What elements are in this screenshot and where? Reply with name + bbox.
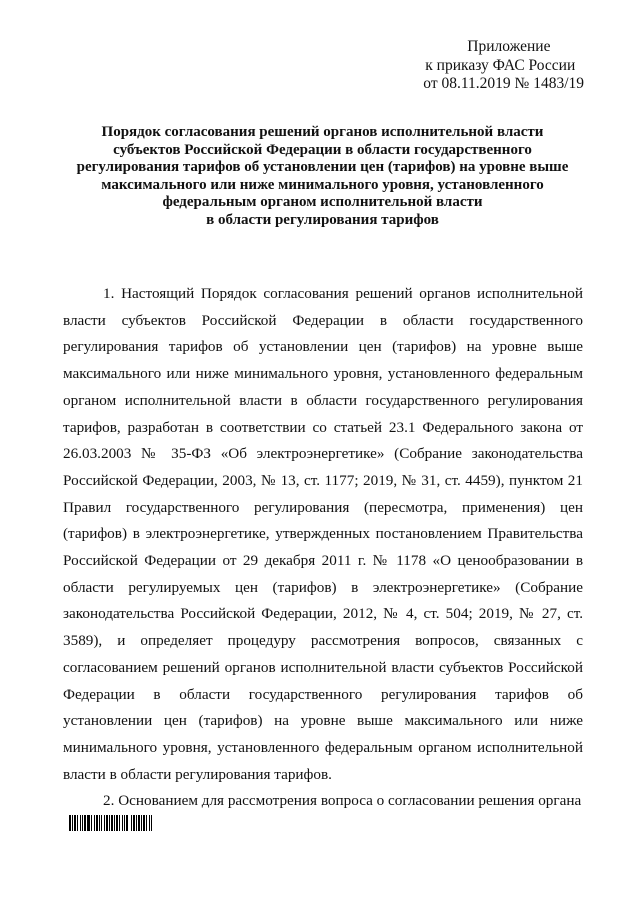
attachment-order-ref: к приказу ФАС России — [425, 56, 576, 74]
document-body — [63, 281, 583, 815]
paragraph-2: 2. Основанием для рассмотрения вопроса о согласовании решения органа — [103, 792, 582, 810]
title-line: федеральным органом исполнительной власти — [162, 194, 483, 211]
title-line: в области регулирования тарифов — [206, 211, 439, 228]
paragraph-1: 1. Настоящий Порядок согласования решений органов исполнительной власти субъектов Российской Федерации в области государственного регулирования тарифов об установлении цен (тарифов) на уровне выше максимального или ниже минимального уровня, установленного федеральным органом исполнительной власти в области государственного регулирования тарифов, разработан в соответствии со статьей 23.1 Федерального закона от 26.03.2003 № 35-ФЗ «Об электроэнергетике» (Собрание законодательства Российской Федерации, 2003, № 13, ст. 1177; 2019, № 31, ст. 4459), пунктом 21 Правил государственного регулирования (пересмотра, применения) цен (тарифов) в электроэнергетике, утвержденных постановлением Правительства Российской Федерации от 29 декабря 2011 г. № 1178 «О ценообразовании в области регулируемых цен (тарифов) в электроэнергетике» (Собрание законодательства Российской Федерации, 2012, № 4, ст. 504; 2019, № 27, ст. 3589), и определяет процедуру рассмотрения вопросов, связанных с согласованием решений органов исполнительной власти субъектов Российской Федерации в области государственного регулирования тарифов об установлении цен (тарифов) на уровне выше максимального или ниже минимального уровня, установленного федеральным органом исполнительной власти в области регулирования тарифов. — [63, 285, 583, 783]
title-line: Порядок согласования решений органов исполнительной власти — [101, 124, 544, 140]
document-title — [70, 124, 575, 230]
attachment-order-date: от 08.11.2019 № 1483/19 — [423, 75, 584, 92]
title-line: максимального или ниже минимального уровня, установленного — [101, 176, 544, 193]
title-line: субъектов Российской Федерации в области государственного — [113, 141, 532, 158]
title-line: регулирования тарифов об установлении цен (тарифов) на уровне выше — [76, 159, 569, 176]
barcode-image — [69, 815, 154, 831]
attachment-note — [423, 38, 584, 94]
attachment-label: Приложение — [467, 38, 551, 55]
